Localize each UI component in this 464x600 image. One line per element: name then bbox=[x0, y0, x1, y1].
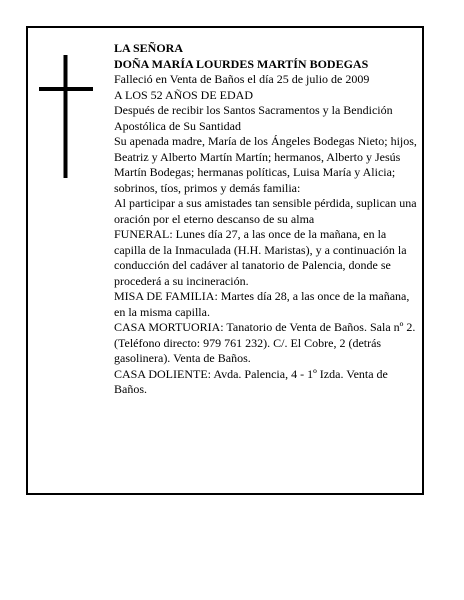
request-paragraph: Al participar a sus amistades tan sensible pérdida, suplican una oración por el eterno descanso de su alma bbox=[114, 196, 417, 226]
deceased-name: DOÑA MARÍA LOURDES MARTÍN BODEGAS bbox=[114, 56, 369, 71]
casa-doliente-paragraph: CASA DOLIENTE: Avda. Palencia, 4 - 1º Izda. Venta de Baños. bbox=[114, 366, 388, 396]
obituary-text bbox=[114, 41, 420, 398]
sacraments-paragraph: Después de recibir los Santos Sacramentos y la Bendición Apostólica de Su Santidad bbox=[114, 103, 393, 133]
cross-icon bbox=[28, 28, 108, 178]
honorific: LA SEÑORA bbox=[114, 41, 184, 55]
age-statement: A LOS 52 AÑOS DE EDAD bbox=[114, 87, 254, 102]
obituary-notice bbox=[26, 26, 424, 495]
funeral-paragraph: FUNERAL: Lunes día 27, a las once de la mañana, en la capilla de la Inmaculada (H.H. Maristas), y a continuación la conducción del cadáver al tanatorio de Palencia, donde se procederá a su incineración. bbox=[114, 227, 407, 288]
family-mass-paragraph: MISA DE FAMILIA: Martes día 28, a las once de la mañana, en la misma capilla. bbox=[114, 289, 410, 319]
family-paragraph: Su apenada madre, María de los Ángeles Bodegas Nieto; hijos, Beatriz y Alberto Martín Martín; hermanos, Alberto y Jesús Martín Bodegas; hermanas políticas, Luisa María y Alicia; sobrinos, tíos, primos y demás familia: bbox=[114, 134, 417, 195]
death-statement: Falleció en Venta de Baños el día 25 de julio de 2009 bbox=[114, 72, 370, 86]
casa-mortuoria-paragraph: CASA MORTUORIA: Tanatorio de Venta de Baños. Sala nº 2. (Teléfono directo: 979 761 232). C/. El Cobre, 2 (detrás gasolinera). Venta de Baños. bbox=[114, 320, 416, 365]
